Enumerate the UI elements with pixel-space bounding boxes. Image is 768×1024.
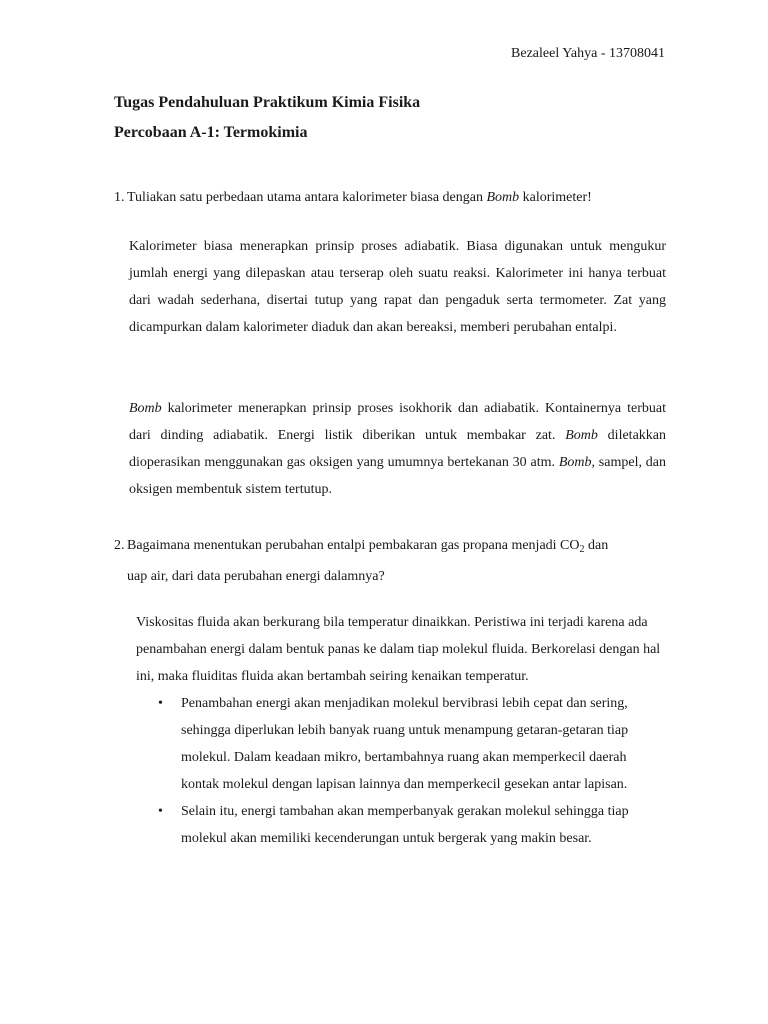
- document-title: Tugas Pendahuluan Praktikum Kimia Fisika: [114, 94, 421, 111]
- answer-1-paragraph-2: Bomb kalorimeter menerapkan prinsip proses isokhorik dan adiabatik. Kontainernya terbuat dari dinding adiabatik. Energi listik diberikan untuk membakar zat. Bomb diletakkan dioperasikan menggunakan gas oksigen yang umumnya bertekanan 30 atm. Bomb, sampel, dan oksigen membentuk sistem tertutup.: [129, 401, 667, 497]
- question-2: [114, 532, 659, 590]
- question-1-number: 1.: [114, 190, 125, 205]
- answer-2-bullet-list: [136, 690, 666, 798]
- question-1: [114, 184, 659, 211]
- answer-2-paragraph: Viskositas fluida akan berkurang bila temperatur dinaikkan. Peristiwa ini terjadi karena ada penambahan energi dalam bentuk panas ke dalam tiap molekul fluida. Berkorelasi dengan hal ini, maka fluiditas fluida akan bertambah seiring kenaikan temperatur.: [136, 615, 661, 684]
- bullet-icon: •: [158, 804, 163, 819]
- document-subtitle: Percobaan A-1: Termokimia: [114, 124, 308, 141]
- bullet-icon: •: [158, 696, 163, 711]
- author-header: Bezaleel Yahya - 13708041: [511, 46, 665, 61]
- question-2-line-2: uap air, dari data perubahan energi dalamnya?: [127, 569, 385, 584]
- list-item: • Selain itu, energi tambahan akan memperbanyak gerakan molekul sehingga tiap molekul akan memiliki kecenderungan untuk bergerak yang makin besar.: [136, 798, 666, 852]
- question-2-number: 2.: [114, 538, 125, 553]
- list-item: • Penambahan energi akan menjadikan molekul bervibrasi lebih cepat dan sering, sehingga diperlukan lebih banyak ruang untuk menampung getaran-getaran tiap molekul. Dalam keadaan mikro, bertambahnya ruang akan memperkecil daerah kontak molekul dengan lapisan lainnya dan memperkecil gesekan antar lapisan.: [136, 690, 666, 798]
- answer-2-bullet-list-2: [136, 798, 666, 852]
- answer-1-paragraph-1: Kalorimeter biasa menerapkan prinsip proses adiabatik. Biasa digunakan untuk mengukur jumlah energi yang dilepaskan atau terserap oleh suatu reaksi. Kalorimeter ini hanya terbuat dari wadah sederhana, disertai tutup yang rapat dan pengaduk serta termometer. Zat yang dicampurkan dalam kalorimeter diaduk dan akan bereaksi, memberi perubahan entalpi.: [129, 239, 666, 335]
- question-2-line-1: 2. Bagaimana menentukan perubahan entalpi pembakaran gas propana menjadi $CO_2$ dan: [114, 532, 659, 563]
- question-1-text: Tuliakan satu perbedaan utama antara kalorimeter biasa dengan Bomb kalorimeter!: [127, 190, 592, 205]
